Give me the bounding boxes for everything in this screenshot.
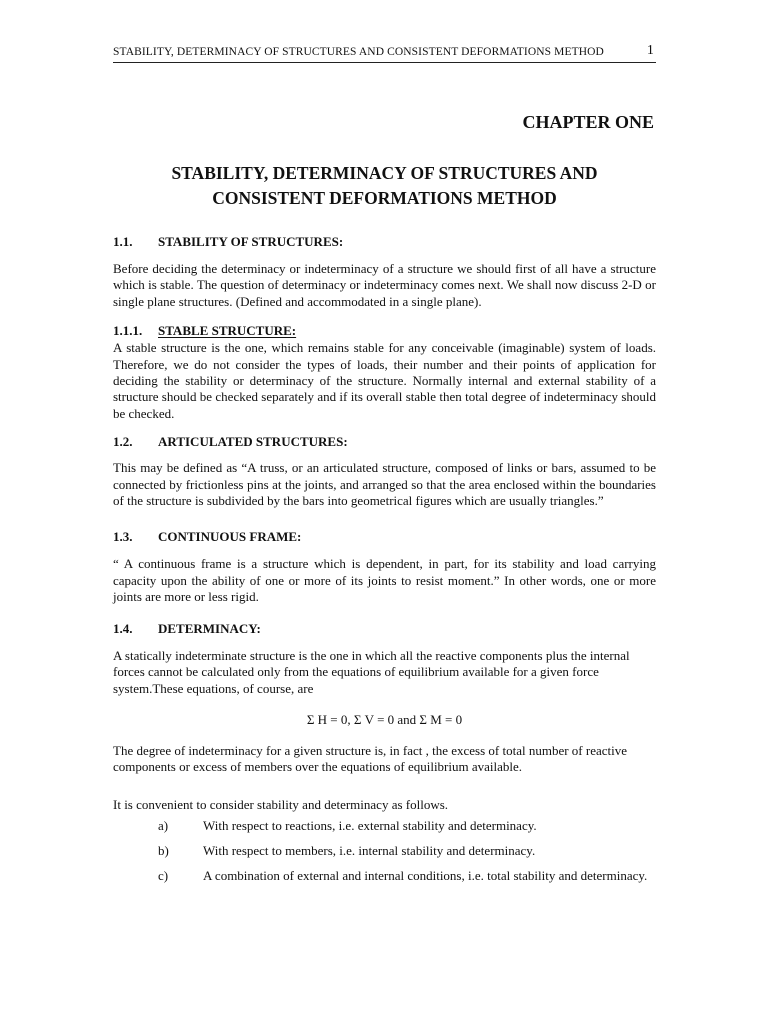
list-marker: a) [158, 818, 169, 834]
equilibrium-equation: Σ H = 0, Σ V = 0 and Σ M = 0 [306, 711, 463, 727]
chapter-title [113, 161, 656, 211]
header-rule [113, 62, 656, 63]
section-title: STABLE STRUCTURE: [158, 323, 297, 339]
section-heading-1-1 [113, 234, 656, 250]
section-heading-1-4 [113, 621, 656, 637]
section-number: 1.1. [113, 234, 133, 249]
running-header [113, 43, 656, 58]
section-body-1-1-1: A stable structure is the one, which remains stable for any conceivable (imaginable) system of loads. Therefore, we do not consider the types of loads, their number and their points of application for deciding the stability or determinacy of the structure. Normally internal and external stability of a structure should be checked separately and if its overall stable then total degree of indeterminacy should be checked. [113, 340, 656, 421]
section-number: 1.3. [113, 529, 133, 545]
section-number: 1.2. [113, 434, 133, 450]
section-heading-1-3 [113, 529, 656, 545]
section-body-1-3: “ A continuous frame is a structure which is dependent, in part, for its stability and load carrying capacity upon the ability of one or more of its joints to resist moment.” In other words, one or more joints are more or less rigid. [113, 556, 656, 605]
section-body-1-2: This may be defined as “A truss, or an articulated structure, composed of links or bars, assumed to be connected by frictionless pins at the joints, and arranged so that the area enclosed within the boundaries of the structure is subdivided by the bars into geometrical figures which are usually triangles.” [113, 460, 656, 509]
list-item [113, 868, 656, 884]
section-body-1-4-indeterminacy: The degree of indeterminacy for a given structure is, in fact , the excess of total number of reactive components or excess of members over the equations of equilibrium available. [113, 742, 628, 775]
page-content [113, 112, 656, 884]
chapter-title-line-2: CONSISTENT DEFORMATIONS METHOD [212, 188, 557, 208]
section-number: 1.1.1. [113, 323, 143, 339]
list-item-text: A combination of external and internal conditions, i.e. total stability and determinacy. [203, 868, 648, 884]
chapter-label: CHAPTER ONE [522, 112, 654, 132]
section-title: DETERMINACY: [158, 620, 261, 636]
section-heading-1-1-1 [113, 323, 656, 339]
list-item-text: With respect to reactions, i.e. external stability and determinacy. [203, 818, 537, 834]
section-body-1-4: A statically indeterminate structure is the one in which all the reactive components plus the internal forces cannot be calculated only from the equations of equilibrium available for a given force system.These equations, of course, are [113, 647, 630, 696]
section-title: STABILITY OF STRUCTURES: [158, 234, 344, 249]
section-title: CONTINUOUS FRAME: [158, 529, 302, 545]
running-title: STABILITY, DETERMINACY OF STRUCTURES AND CONSISTENT DEFORMATIONS METHOD [113, 46, 604, 58]
section-body-1-4-intro-list: It is convenient to consider stability and determinacy as follows. [113, 796, 449, 812]
list-marker: b) [158, 843, 169, 859]
list-marker: c) [158, 868, 169, 884]
section-body-1-1: Before deciding the determinacy or indeterminacy of a structure we should first of all have a structure which is stable. The question of determinacy or indeterminacy comes next. We shall now discuss 2-D or single plane structures. (Defined and accommodated in a single plane). [113, 261, 656, 309]
section-title: ARTICULATED STRUCTURES: [158, 434, 348, 450]
determinacy-list [113, 818, 656, 884]
list-item-text: With respect to members, i.e. internal stability and determinacy. [203, 843, 536, 859]
section-number: 1.4. [113, 620, 133, 636]
page-number: 1 [646, 43, 654, 58]
list-item [113, 818, 656, 834]
section-heading-1-2 [113, 434, 656, 450]
list-item [113, 843, 656, 859]
chapter-title-line-1: STABILITY, DETERMINACY OF STRUCTURES AND [171, 163, 598, 183]
